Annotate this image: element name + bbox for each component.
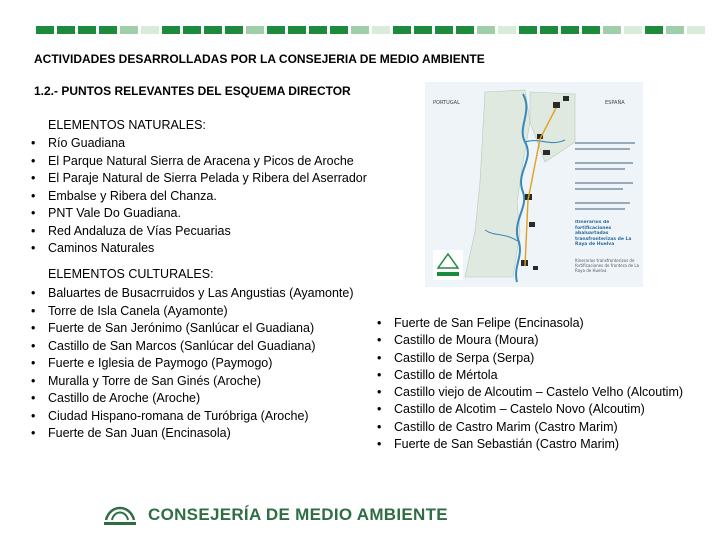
natural-elements-list <box>31 135 367 258</box>
list-item: • Muralla y Torre de San Ginés (Aroche) <box>31 373 354 391</box>
list-item: • El Parque Natural Sierra de Aracena y Picos de Aroche <box>31 153 367 171</box>
list-item: • Castillo de Moura (Moura) <box>377 332 683 349</box>
list-item: • Río Guadiana <box>31 135 367 153</box>
cultural-elements-heading: ELEMENTOS CULTURALES: <box>48 267 214 281</box>
natural-elements-heading: ELEMENTOS NATURALES: <box>48 118 206 132</box>
list-item: • Baluartes de Busacrruidos y Las Angustias (Ayamonte) <box>31 285 354 303</box>
page-title: ACTIVIDADES DESARROLLADAS POR LA CONSEJERIA DE MEDIO AMBIENTE <box>34 52 485 66</box>
map-caption: Itinerarios transfronterizos de fortificaciones de frontera de La Raya de Huelva <box>575 258 640 273</box>
list-item: • Fuerte de San Felipe (Encinasola) <box>377 315 683 332</box>
list-item: • Embalse y Ribera del Chanza. <box>31 188 367 206</box>
list-item: • PNT Vale Do Guadiana. <box>31 205 367 223</box>
list-item: • Castillo de Serpa (Serpa) <box>377 350 683 367</box>
label-portugal: PORTUGAL <box>433 100 460 106</box>
list-item: • Castillo de Castro Marim (Castro Marim) <box>377 419 683 436</box>
list-item: • Torre de Isla Canela (Ayamonte) <box>31 303 354 321</box>
header-decoration-bar <box>36 26 705 34</box>
fortifications-map <box>425 82 643 287</box>
list-item: • El Paraje Natural de Sierra Pelada y Ribera del Aserrador <box>31 170 367 188</box>
map-graphic <box>425 82 643 287</box>
list-item: • Castillo de Aroche (Aroche) <box>31 390 354 408</box>
footer-brand: CONSEJERÍA DE MEDIO AMBIENTE <box>148 505 448 524</box>
list-item: • Ciudad Hispano-romana de Turóbriga (Aroche) <box>31 408 354 426</box>
list-item: • Fuerte e Iglesia de Paymogo (Paymogo) <box>31 355 354 373</box>
junta-logo <box>433 250 463 280</box>
section-subtitle: 1.2.- PUNTOS RELEVANTES DEL ESQUEMA DIRECTOR <box>34 84 351 98</box>
cultural-elements-list-right <box>377 315 683 453</box>
list-item: • Castillo de Mértola <box>377 367 683 384</box>
map-legend-title: Itinerarios de fortificaciones abaluartadas transfronterizas de La Raya de Huelva <box>575 220 632 247</box>
list-item: • Fuerte de San Jerónimo (Sanlúcar el Guadiana) <box>31 320 354 338</box>
list-item: • Fuerte de San Juan (Encinasola) <box>31 425 354 443</box>
list-item: • Fuerte de San Sebastián (Castro Marim) <box>377 436 683 453</box>
list-item: • Castillo de San Marcos (Sanlúcar del Guadiana) <box>31 338 354 356</box>
list-item: • Caminos Naturales <box>31 240 367 258</box>
consejeria-logo-icon <box>100 494 140 530</box>
cultural-elements-list-left <box>31 285 354 443</box>
list-item: • Red Andaluza de Vías Pecuarias <box>31 223 367 241</box>
label-espana: ESPAÑA <box>605 100 625 106</box>
list-item: • Castillo de Alcotim – Castelo Novo (Alcoutim) <box>377 401 683 418</box>
list-item: • Castillo viejo de Alcoutim – Castelo Velho (Alcoutim) <box>377 384 683 401</box>
